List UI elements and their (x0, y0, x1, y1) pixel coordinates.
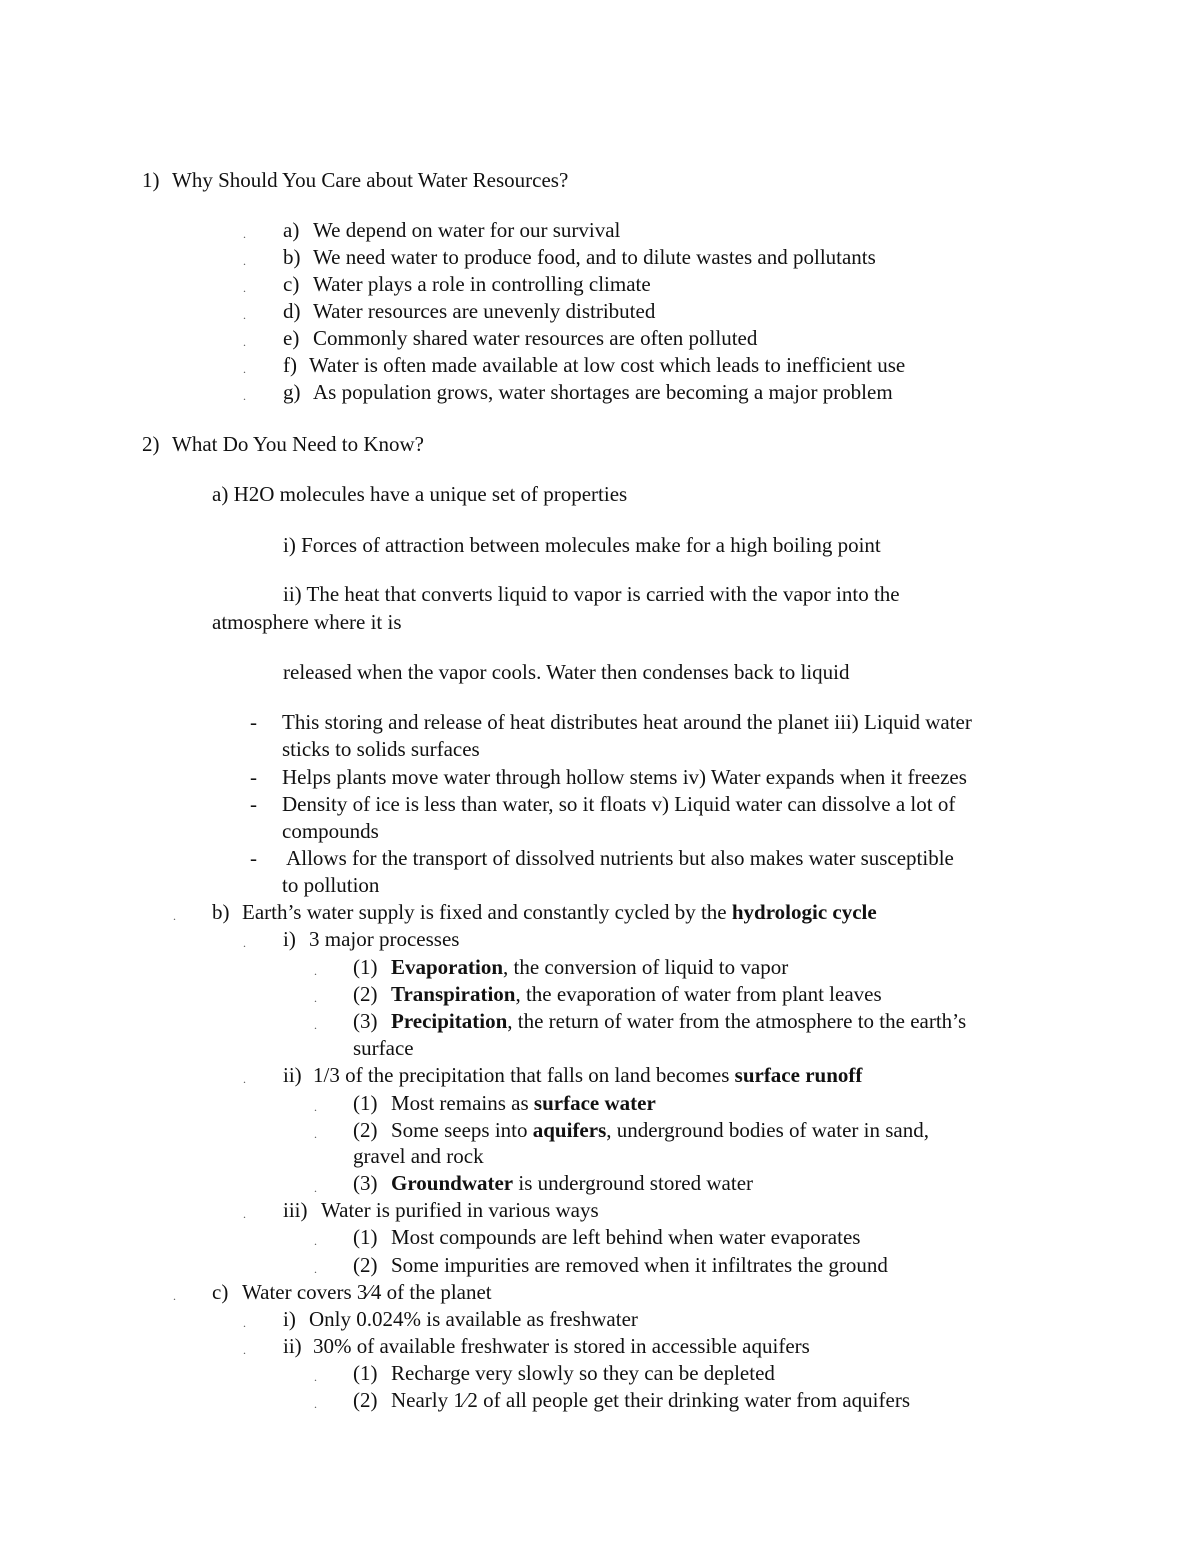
bullet-mark: . (314, 991, 317, 1005)
bullet-mark: . (314, 1127, 317, 1141)
bullet-mark: . (243, 1316, 246, 1330)
bullet-mark: . (243, 1072, 246, 1086)
bullet-mark: . (243, 1207, 246, 1221)
bullet-mark: . (243, 1343, 246, 1357)
section-1-title: Why Should You Care about Water Resources? (172, 168, 569, 192)
bullet-mark: . (243, 335, 246, 349)
bullet-mark: . (243, 389, 246, 403)
term-evaporation: Evaporation (391, 955, 504, 979)
purify-item: (2) Some impurities are removed when it infiltrates the ground (353, 1253, 888, 1277)
item-2a-ii-line-3: released when the vapor cools. Water then condenses back to liquid (283, 660, 850, 684)
bullet-mark: . (243, 254, 246, 268)
bullet-mark: . (314, 964, 317, 978)
dash-item-line-1: This storing and release of heat distributes heat around the planet iii) Liquid water (282, 710, 972, 734)
dash-item-line-2: sticks to solids surfaces (282, 737, 480, 761)
bullet-mark: . (243, 227, 246, 241)
process-item: (2) Transpiration, the evaporation of water from plant leaves (353, 982, 882, 1006)
bullet-mark: . (243, 281, 246, 295)
term-precipitation: Precipitation (391, 1009, 508, 1033)
item-2c-i: i) Only 0.024% is available as freshwater (283, 1307, 638, 1331)
dash-item-line-2: compounds (282, 819, 379, 843)
list-item: c) Water plays a role in controlling climate (283, 272, 651, 296)
list-item: a) We depend on water for our survival (283, 218, 621, 242)
list-item: b) We need water to produce food, and to dilute wastes and pollutants (283, 245, 876, 269)
bullet-mark: . (314, 1018, 317, 1032)
runoff-item: (3) Groundwater is underground stored water (353, 1171, 754, 1195)
item-2b: b) Earth’s water supply is fixed and constantly cycled by the hydrologic cycle (212, 900, 877, 924)
item-2a: a) H2O molecules have a unique set of properties (212, 482, 628, 506)
section-1-number: 1) (142, 168, 160, 192)
section-2-title: What Do You Need to Know? (172, 432, 424, 456)
dash-mark: - (250, 765, 257, 789)
item-2c: c) Water covers 3⁄4 of the planet (212, 1280, 492, 1304)
list-item: g) As population grows, water shortages are becoming a major problem (283, 380, 893, 404)
list-item: f) Water is often made available at low cost which leads to inefficient use (283, 353, 906, 377)
process-item-line-2: surface (353, 1036, 414, 1060)
purify-item: (1) Most compounds are left behind when water evaporates (353, 1225, 861, 1249)
dash-item-line-1: Helps plants move water through hollow stems iv) Water expands when it freezes (282, 765, 967, 789)
item-2b-iii: iii) Water is purified in various ways (283, 1198, 599, 1222)
item-2a-i: i) Forces of attraction between molecules make for a high boiling point (283, 533, 881, 557)
item-2b-ii: ii) 1/3 of the precipitation that falls on land becomes surface runoff (283, 1063, 863, 1087)
bullet-mark: . (243, 936, 246, 950)
bullet-mark: . (243, 308, 246, 322)
bullet-mark: . (314, 1181, 317, 1195)
item-2c-ii: ii) 30% of available freshwater is stored in accessible aquifers (283, 1334, 810, 1358)
section-2-number: 2) (142, 432, 160, 456)
process-item: (3) Precipitation, the return of water from the atmosphere to the earth’s (353, 1009, 967, 1033)
dash-item-line-1: Density of ice is less than water, so it floats v) Liquid water can dissolve a lot of (282, 792, 956, 816)
term-transpiration: Transpiration (391, 982, 516, 1006)
bullet-mark: . (314, 1262, 317, 1276)
runoff-item-line-2: gravel and rock (353, 1144, 484, 1168)
dash-mark: - (250, 846, 257, 870)
dash-mark: - (250, 710, 257, 734)
bullet-mark: . (173, 1289, 176, 1303)
bullet-mark: . (173, 909, 176, 923)
bullet-mark: . (314, 1370, 317, 1384)
item-2a-ii-line-2: atmosphere where it is (212, 610, 402, 634)
term-surface-runoff: surface runoff (734, 1063, 863, 1087)
dash-mark: - (250, 792, 257, 816)
dash-item-line-2: to pollution (282, 873, 380, 897)
runoff-item: (2) Some seeps into aquifers, underground bodies of water in sand, (353, 1118, 929, 1142)
item-2a-ii-line-1: ii) The heat that converts liquid to vapor is carried with the vapor into the (283, 582, 900, 606)
runoff-item: (1) Most remains as surface water (353, 1091, 656, 1115)
list-item: d) Water resources are unevenly distributed (283, 299, 656, 323)
item-2b-i: i) 3 major processes (283, 927, 460, 951)
aquifer-item: (2) Nearly 1⁄2 of all people get their drinking water from aquifers (353, 1388, 910, 1412)
bullet-mark: . (314, 1234, 317, 1248)
term-surface-water: surface water (533, 1091, 656, 1115)
bullet-mark: . (314, 1100, 317, 1114)
process-item: (1) Evaporation, the conversion of liquid to vapor (353, 955, 789, 979)
aquifer-item: (1) Recharge very slowly so they can be depleted (353, 1361, 775, 1385)
term-groundwater: Groundwater (391, 1171, 514, 1195)
section-2-heading (142, 431, 424, 457)
dash-item-line-1: Allows for the transport of dissolved nutrients but also makes water susceptible (282, 846, 954, 870)
section-1-heading (142, 167, 568, 193)
bullet-mark: . (314, 1397, 317, 1411)
bullet-mark: . (243, 362, 246, 376)
term-hydrologic-cycle: hydrologic cycle (731, 900, 877, 924)
list-item: e) Commonly shared water resources are often polluted (283, 326, 758, 350)
term-aquifers: aquifers (532, 1118, 607, 1142)
